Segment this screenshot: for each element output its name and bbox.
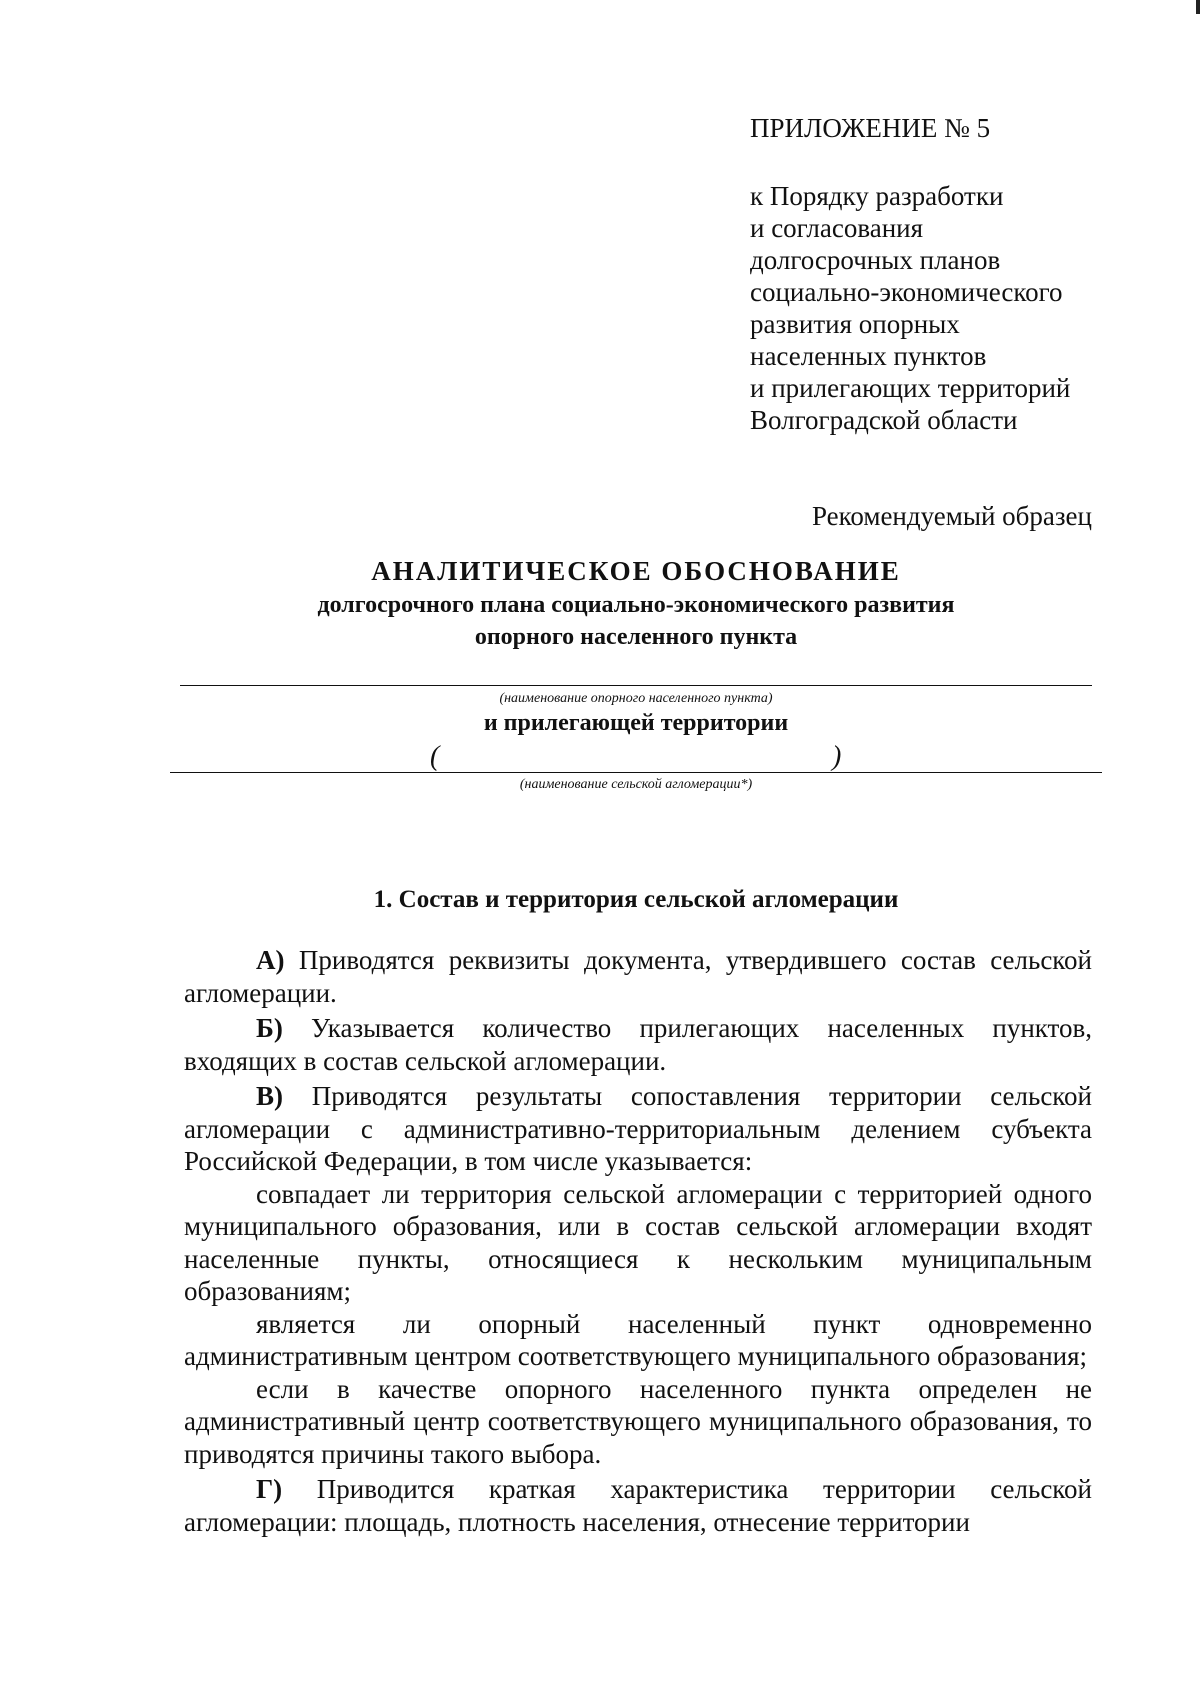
sample-label: Рекомендуемый образец	[811, 501, 1092, 531]
paragraph	[184, 944, 1092, 1009]
reference-line: Волгоградской области	[750, 405, 1018, 435]
settlement-name-caption: (наименование опорного населенного пункта)	[499, 691, 773, 706]
reference-line: к Порядку разработки	[750, 181, 1004, 211]
reference-line: развития опорных	[750, 309, 960, 339]
paragraph-lead: Г)	[256, 1474, 283, 1504]
open-parenthesis: (	[430, 741, 440, 772]
reference-line: и прилегающих территорий	[750, 373, 1071, 403]
paragraph-text: если в качестве опорного населенного пункта определен не административный центр соответствующего муниципального образования, то приводятся причины такого выбора.	[184, 1373, 1092, 1469]
paragraph-text: совпадает ли территория сельской агломерации с территорией одного муниципального образования, или в состав сельской агломерации входят населенные пункты, относящиеся к нескольким муниципальным образованиям;	[184, 1178, 1092, 1306]
agglomeration-name-caption: (наименование сельской агломерации*)	[519, 777, 753, 792]
paragraph	[184, 1473, 1092, 1538]
document-subtitle-line: и прилегающей территории	[483, 710, 789, 736]
paragraph-text: Приводятся реквизиты документа, утвердившего состав сельской агломерации.	[184, 945, 1092, 1008]
reference-line: населенных пунктов	[750, 341, 987, 371]
paragraph	[184, 1178, 1092, 1308]
paragraph	[184, 1373, 1092, 1471]
paragraph-text: является ли опорный населенный пункт одновременно административным центром соответствующего муниципального образования;	[184, 1308, 1092, 1371]
section-heading: 1. Состав и территория сельской агломерации	[373, 886, 899, 913]
paragraph-lead: В)	[256, 1081, 283, 1111]
reference-line: долгосрочных планов	[750, 245, 1001, 275]
paragraph-text: Приводятся результаты сопоставления территории сельской агломерации с административно-территориальным делением субъекта Российской Федерации, в том числе указывается:	[184, 1081, 1092, 1176]
agglomeration-name-fill-line	[170, 772, 1102, 773]
section-body	[184, 944, 1092, 1538]
paragraph	[184, 1308, 1092, 1373]
paragraph-lead: Б)	[256, 1013, 283, 1043]
scan-margin-mark	[1196, 0, 1200, 14]
close-parenthesis: )	[832, 741, 842, 772]
document-subtitle-line: долгосрочного плана социально-экономического развития	[317, 592, 955, 618]
paragraph	[184, 1012, 1092, 1077]
reference-line: и согласования	[750, 213, 924, 243]
paragraph	[184, 1080, 1092, 1178]
settlement-name-fill-line	[180, 685, 1092, 686]
document-title: АНАЛИТИЧЕСКОЕ ОБОСНОВАНИЕ	[371, 556, 901, 586]
reference-line: социально-экономического	[750, 277, 1063, 307]
document-subtitle-line: опорного населенного пункта	[474, 624, 798, 650]
paragraph-text: Приводится краткая характеристика территории сельской агломерации: площадь, плотность населения, отнесение территории	[184, 1474, 1092, 1537]
appendix-reference	[750, 180, 1070, 436]
appendix-title: ПРИЛОЖЕНИЕ № 5	[750, 113, 991, 143]
paragraph-lead: А)	[256, 945, 285, 975]
paragraph-text: Указывается количество прилегающих населенных пунктов, входящих в состав сельской агломерации.	[184, 1013, 1092, 1076]
